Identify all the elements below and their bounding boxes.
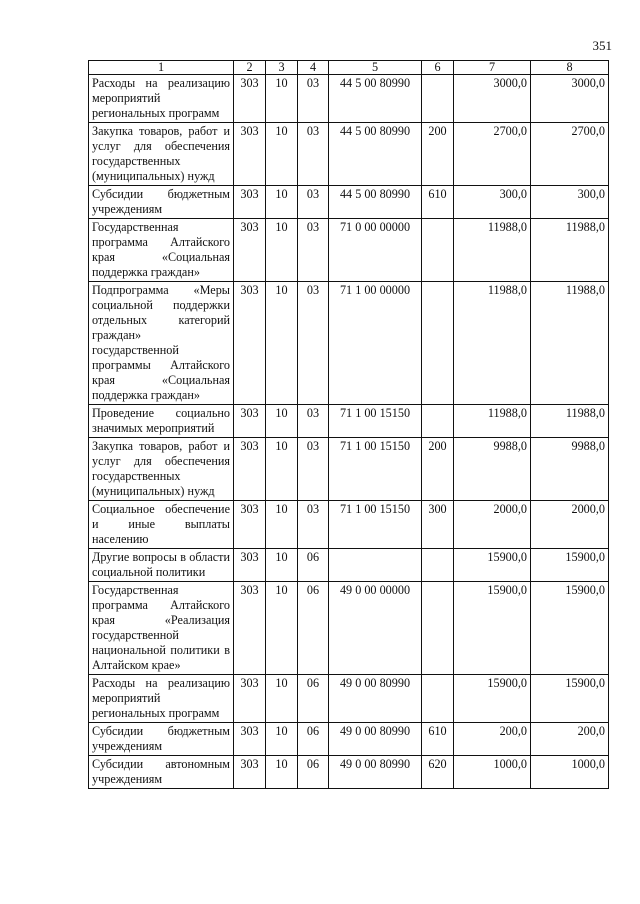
column-header-4: 4 xyxy=(298,61,329,75)
table-row xyxy=(89,186,609,219)
column-header-6: 6 xyxy=(422,61,454,75)
budget-table xyxy=(88,60,609,789)
cell-ministry-code: 303 xyxy=(234,501,266,549)
header-row xyxy=(89,61,609,75)
column-header-3: 3 xyxy=(266,61,298,75)
cell-name: Государственная программа Алтайского края «Реализация государственной национальной политики в Алтайском крае» xyxy=(89,582,234,675)
cell-subsection: 03 xyxy=(298,282,329,405)
cell-subsection: 03 xyxy=(298,219,329,282)
table-row xyxy=(89,723,609,756)
cell-amount-year1: 3000,0 xyxy=(454,75,531,123)
cell-ministry-code: 303 xyxy=(234,186,266,219)
cell-target-article: 44 5 00 80990 xyxy=(329,123,422,186)
cell-amount-year2: 11988,0 xyxy=(531,219,609,282)
cell-subsection: 03 xyxy=(298,501,329,549)
cell-section: 10 xyxy=(266,219,298,282)
cell-ministry-code: 303 xyxy=(234,756,266,789)
cell-name: Государственная программа Алтайского края «Социальная поддержка граждан» xyxy=(89,219,234,282)
cell-section: 10 xyxy=(266,723,298,756)
cell-amount-year2: 11988,0 xyxy=(531,405,609,438)
cell-target-article: 49 0 00 80990 xyxy=(329,675,422,723)
cell-ministry-code: 303 xyxy=(234,75,266,123)
cell-target-article xyxy=(329,549,422,582)
cell-section: 10 xyxy=(266,438,298,501)
cell-target-article: 44 5 00 80990 xyxy=(329,186,422,219)
cell-target-article: 71 1 00 15150 xyxy=(329,405,422,438)
table-row xyxy=(89,756,609,789)
cell-amount-year2: 1000,0 xyxy=(531,756,609,789)
table-row xyxy=(89,582,609,675)
cell-section: 10 xyxy=(266,75,298,123)
cell-subsection: 03 xyxy=(298,123,329,186)
table-row xyxy=(89,405,609,438)
cell-amount-year2: 15900,0 xyxy=(531,582,609,675)
cell-amount-year2: 15900,0 xyxy=(531,675,609,723)
cell-subsection: 06 xyxy=(298,723,329,756)
cell-expense-type: 200 xyxy=(422,438,454,501)
cell-name: Закупка товаров, работ и услуг для обеспечения государственных (муниципальных) нужд xyxy=(89,123,234,186)
cell-amount-year1: 11988,0 xyxy=(454,219,531,282)
column-header-8: 8 xyxy=(531,61,609,75)
cell-section: 10 xyxy=(266,756,298,789)
cell-expense-type: 610 xyxy=(422,186,454,219)
cell-ministry-code: 303 xyxy=(234,438,266,501)
cell-target-article: 49 0 00 80990 xyxy=(329,756,422,789)
cell-ministry-code: 303 xyxy=(234,549,266,582)
table-row xyxy=(89,123,609,186)
cell-amount-year1: 300,0 xyxy=(454,186,531,219)
cell-name: Расходы на реализацию мероприятий региональных программ xyxy=(89,675,234,723)
table-row xyxy=(89,219,609,282)
cell-name: Расходы на реализацию мероприятий региональных программ xyxy=(89,75,234,123)
cell-amount-year2: 15900,0 xyxy=(531,549,609,582)
cell-subsection: 03 xyxy=(298,405,329,438)
column-header-5: 5 xyxy=(329,61,422,75)
cell-expense-type xyxy=(422,549,454,582)
cell-section: 10 xyxy=(266,123,298,186)
cell-amount-year2: 11988,0 xyxy=(531,282,609,405)
cell-ministry-code: 303 xyxy=(234,123,266,186)
cell-ministry-code: 303 xyxy=(234,675,266,723)
cell-subsection: 06 xyxy=(298,549,329,582)
cell-expense-type xyxy=(422,75,454,123)
cell-section: 10 xyxy=(266,282,298,405)
column-header-2: 2 xyxy=(234,61,266,75)
cell-name: Субсидии бюджетным учреждениям xyxy=(89,186,234,219)
cell-amount-year2: 200,0 xyxy=(531,723,609,756)
cell-expense-type xyxy=(422,282,454,405)
cell-subsection: 06 xyxy=(298,582,329,675)
cell-amount-year1: 15900,0 xyxy=(454,582,531,675)
cell-section: 10 xyxy=(266,405,298,438)
cell-target-article: 49 0 00 80990 xyxy=(329,723,422,756)
cell-ministry-code: 303 xyxy=(234,219,266,282)
table-row xyxy=(89,501,609,549)
table-body xyxy=(89,75,609,789)
cell-name: Проведение социально значимых мероприятий xyxy=(89,405,234,438)
cell-ministry-code: 303 xyxy=(234,582,266,675)
cell-amount-year1: 11988,0 xyxy=(454,405,531,438)
column-header-7: 7 xyxy=(454,61,531,75)
cell-ministry-code: 303 xyxy=(234,723,266,756)
cell-amount-year2: 2000,0 xyxy=(531,501,609,549)
cell-amount-year1: 2000,0 xyxy=(454,501,531,549)
cell-amount-year1: 15900,0 xyxy=(454,675,531,723)
cell-target-article: 71 1 00 15150 xyxy=(329,501,422,549)
cell-target-article: 44 5 00 80990 xyxy=(329,75,422,123)
cell-subsection: 06 xyxy=(298,675,329,723)
cell-amount-year2: 3000,0 xyxy=(531,75,609,123)
cell-subsection: 06 xyxy=(298,756,329,789)
cell-amount-year2: 9988,0 xyxy=(531,438,609,501)
cell-section: 10 xyxy=(266,582,298,675)
cell-amount-year1: 2700,0 xyxy=(454,123,531,186)
table-row xyxy=(89,282,609,405)
cell-name: Социальное обеспечение и иные выплаты населению xyxy=(89,501,234,549)
cell-expense-type xyxy=(422,582,454,675)
cell-amount-year1: 200,0 xyxy=(454,723,531,756)
cell-section: 10 xyxy=(266,501,298,549)
table-row xyxy=(89,438,609,501)
cell-amount-year1: 11988,0 xyxy=(454,282,531,405)
table-row xyxy=(89,75,609,123)
cell-target-article: 71 1 00 00000 xyxy=(329,282,422,405)
cell-name: Субсидии автономным учреждениям xyxy=(89,756,234,789)
cell-name: Подпрограмма «Меры социальной поддержки отдельных категорий граждан» государственной программы Алтайского края «Социальная поддержка граждан» xyxy=(89,282,234,405)
cell-section: 10 xyxy=(266,186,298,219)
cell-target-article: 71 0 00 00000 xyxy=(329,219,422,282)
cell-section: 10 xyxy=(266,549,298,582)
cell-expense-type: 300 xyxy=(422,501,454,549)
cell-subsection: 03 xyxy=(298,186,329,219)
cell-ministry-code: 303 xyxy=(234,405,266,438)
cell-amount-year1: 15900,0 xyxy=(454,549,531,582)
cell-name: Другие вопросы в области социальной политики xyxy=(89,549,234,582)
cell-target-article: 71 1 00 15150 xyxy=(329,438,422,501)
cell-amount-year1: 1000,0 xyxy=(454,756,531,789)
cell-expense-type xyxy=(422,219,454,282)
cell-target-article: 49 0 00 00000 xyxy=(329,582,422,675)
cell-expense-type: 610 xyxy=(422,723,454,756)
page-number: 351 xyxy=(592,38,612,53)
cell-amount-year2: 2700,0 xyxy=(531,123,609,186)
cell-section: 10 xyxy=(266,675,298,723)
cell-subsection: 03 xyxy=(298,438,329,501)
cell-name: Субсидии бюджетным учреждениям xyxy=(89,723,234,756)
cell-expense-type: 200 xyxy=(422,123,454,186)
table-header xyxy=(89,61,609,75)
table-row xyxy=(89,549,609,582)
table-row xyxy=(89,675,609,723)
cell-name: Закупка товаров, работ и услуг для обеспечения государственных (муниципальных) нужд xyxy=(89,438,234,501)
cell-expense-type xyxy=(422,675,454,723)
column-header-1: 1 xyxy=(89,61,234,75)
cell-subsection: 03 xyxy=(298,75,329,123)
cell-expense-type: 620 xyxy=(422,756,454,789)
cell-expense-type xyxy=(422,405,454,438)
cell-amount-year2: 300,0 xyxy=(531,186,609,219)
cell-amount-year1: 9988,0 xyxy=(454,438,531,501)
cell-ministry-code: 303 xyxy=(234,282,266,405)
